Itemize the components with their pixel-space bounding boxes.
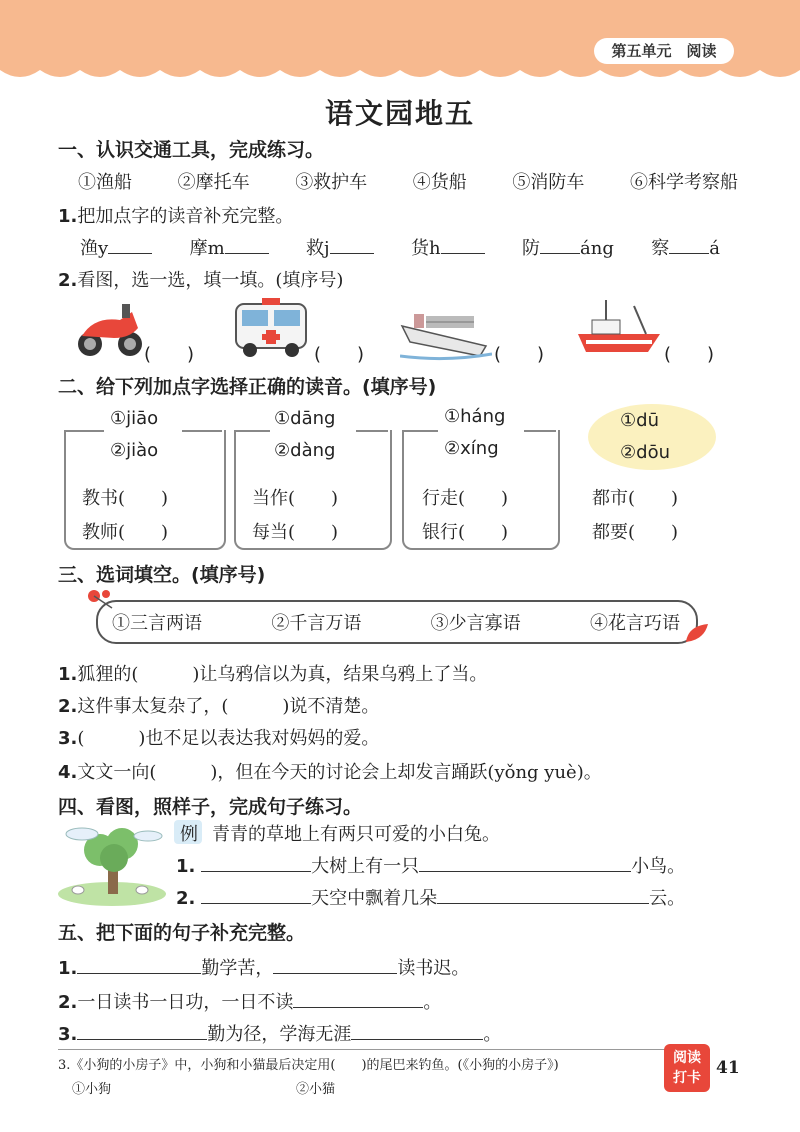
vehicle-item: ⑥科学考察船 xyxy=(629,172,738,193)
word-item: 每当( ) xyxy=(252,522,339,543)
s5-q3: 3. 勤为径，学海无涯 。 xyxy=(58,1024,502,1045)
s3-q3: 3.( )也不足以表达我对妈妈的爱。 xyxy=(58,728,380,749)
word-option: ③少言寡语 xyxy=(430,613,521,634)
answer-blank[interactable] xyxy=(540,253,580,254)
pron-option: ①dāng xyxy=(274,408,336,429)
word-item: 当作( ) xyxy=(252,488,339,509)
word-options xyxy=(112,609,680,635)
q-text: 把加点字的读音补充完整。 xyxy=(77,206,294,227)
q-number: 1. xyxy=(58,206,78,227)
answer-blank[interactable] xyxy=(441,253,485,254)
answer-blank[interactable] xyxy=(77,1039,207,1040)
ambulance-icon xyxy=(232,298,312,360)
pron-option: ②jiào xyxy=(110,440,159,461)
answer-blank[interactable] xyxy=(273,973,397,974)
s3-q2: 2.这件事太复杂了，( )说不清楚。 xyxy=(58,696,380,717)
answer-bracket[interactable]: ( ) xyxy=(494,344,545,365)
answer-blank[interactable] xyxy=(419,871,631,872)
answer-blank[interactable] xyxy=(225,253,269,254)
pron-option: ②dàng xyxy=(274,440,336,461)
section4-heading: 四、看图，照样子，完成句子练习。 xyxy=(58,796,363,818)
answer-blank[interactable] xyxy=(669,253,709,254)
s4-q2: 2. 天空中飘着几朵 云。 xyxy=(176,888,686,909)
page-title: 语文园地五 xyxy=(324,97,475,130)
vehicle-item: ③救护车 xyxy=(295,172,368,193)
unit-tag: 第五单元 阅读 xyxy=(594,38,734,64)
word-item: 教师( ) xyxy=(82,522,169,543)
cargo-ship-icon xyxy=(400,296,492,362)
tree-scene-icon xyxy=(56,824,168,906)
word-item: 教书( ) xyxy=(82,488,169,509)
answer-blank[interactable] xyxy=(330,253,374,254)
pinyin-row xyxy=(80,234,720,260)
pron-option: ②dōu xyxy=(620,442,670,463)
section1-heading: 一、认识交通工具，完成练习。 xyxy=(58,139,325,161)
s1-q1 xyxy=(58,202,293,228)
research-ship-icon xyxy=(576,296,662,362)
leaf-icon xyxy=(684,622,710,644)
pinyin-item: 摩m xyxy=(190,234,269,260)
vehicle-item: ④货船 xyxy=(412,172,467,193)
footer-option: ②小猫 xyxy=(296,1082,336,1097)
answer-blank[interactable] xyxy=(201,903,311,904)
word-item: 行走( ) xyxy=(422,488,509,509)
motorcycle-icon xyxy=(74,298,146,360)
answer-blank[interactable] xyxy=(77,973,201,974)
answer-blank[interactable] xyxy=(351,1039,483,1040)
header-wave xyxy=(0,62,800,88)
pinyin-item: 防 áng xyxy=(522,238,614,259)
pinyin-item: 货h xyxy=(411,234,485,260)
word-option: ④花言巧语 xyxy=(589,613,680,634)
answer-blank[interactable] xyxy=(437,903,649,904)
pron-option: ①jiāo xyxy=(110,408,159,429)
footer-question: 3.《小狗的小房子》中，小狗和小猫最后决定用( )的尾巴来钓鱼。(《小狗的小房子》) xyxy=(58,1058,559,1073)
reading-checkin-badge[interactable]: 阅读 打卡 xyxy=(664,1044,710,1092)
q-text: 看图，选一选，填一填。(填序号) xyxy=(77,270,344,291)
section5-heading: 五、把下面的句子补充完整。 xyxy=(58,922,306,944)
example-sentence: 青青的草地上有两只可爱的小白兔。 xyxy=(212,824,500,845)
answer-bracket[interactable]: ( ) xyxy=(314,344,365,365)
pron-option: ②xíng xyxy=(444,438,499,459)
footer-option: ①小狗 xyxy=(72,1082,112,1097)
answer-blank[interactable] xyxy=(293,1007,423,1008)
s5-q2: 2.一日读书一日功，一日不读 。 xyxy=(58,992,442,1013)
example-label: 例 xyxy=(180,824,198,845)
q-number: 2. xyxy=(58,270,78,291)
s3-q4: 4.文文一向( )，但在今天的讨论会上却发言踊跃(yǒng yuè)。 xyxy=(58,762,602,783)
s1-q2 xyxy=(58,266,343,292)
word-item: 银行( ) xyxy=(422,522,509,543)
word-item: 都要( ) xyxy=(592,522,679,543)
vehicle-item: ⑤消防车 xyxy=(512,172,585,193)
pron-option: ①háng xyxy=(444,406,506,427)
s5-q1: 1. 勤学苦， 读书迟。 xyxy=(58,958,470,979)
answer-blank[interactable] xyxy=(108,253,152,254)
vehicle-list xyxy=(78,168,738,194)
pinyin-item: 察 á xyxy=(651,238,720,259)
vehicle-item: ②摩托车 xyxy=(177,172,250,193)
pron-option: ①dū xyxy=(620,410,659,431)
section2-heading: 二、给下列加点字选择正确的读音。(填序号) xyxy=(58,376,437,398)
s4-q1: 1. 大树上有一只 小鸟。 xyxy=(176,856,686,877)
answer-blank[interactable] xyxy=(201,871,311,872)
answer-bracket[interactable]: ( ) xyxy=(144,344,195,365)
word-option: ②千言万语 xyxy=(271,613,362,634)
s3-q1: 1.狐狸的( )让乌鸦信以为真，结果乌鸦上了当。 xyxy=(58,664,488,685)
word-option: ①三言两语 xyxy=(112,613,202,634)
pinyin-item: 救j xyxy=(306,234,374,260)
page-number: 41 xyxy=(716,1058,740,1078)
section3-heading: 三、选词填空。(填序号) xyxy=(58,564,266,586)
vehicle-item: ①渔船 xyxy=(78,172,132,193)
word-item: 都市( ) xyxy=(592,488,679,509)
footer-divider xyxy=(58,1049,698,1050)
answer-bracket[interactable]: ( ) xyxy=(664,344,715,365)
pinyin-item: 渔y xyxy=(80,234,152,260)
